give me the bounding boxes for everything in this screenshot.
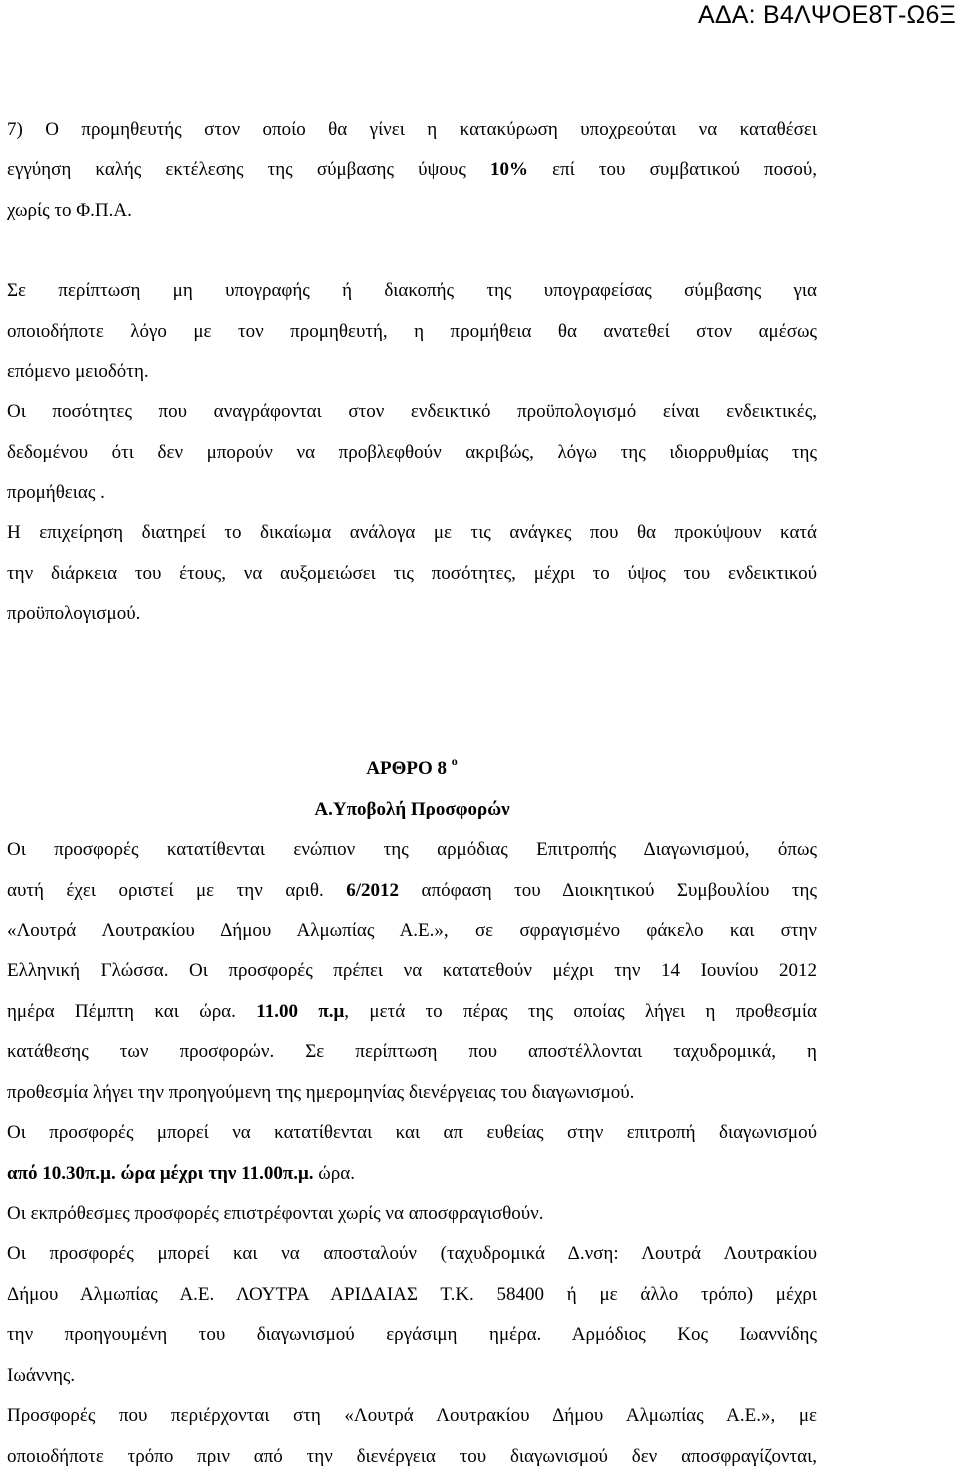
right-line-3: προϋπολογισμού. bbox=[7, 603, 141, 624]
arriving-line-1: Προσφορές που περιέρχονται στη «Λουτρά Λουτρακίου Δήμου Αλμωπίας Α.Ε.», με bbox=[7, 1405, 817, 1426]
p7-line-3: χωρίς το Φ.Π.Α. bbox=[7, 200, 132, 221]
submission-hours: από 10.30π.μ. ώρα μέχρι την 11.00π.μ. bbox=[7, 1163, 314, 1184]
offers-line-3: «Λουτρά Λουτρακίου Δήμου Αλμωπίας Α.Ε.», σε σφραγισμένο φάκελο και στην bbox=[7, 920, 817, 941]
quantities-line-3: προμήθειας . bbox=[7, 482, 105, 503]
p7-line-1: 7) Ο προμηθευτής στον οποίο θα γίνει η κατακύρωση υποχρεούται να καταθέσει bbox=[7, 119, 817, 140]
refusal-line-2: οποιοδήποτε λόγο με τον προμηθευτή, η προμήθεια θα ανατεθεί στον αμέσως bbox=[7, 321, 817, 342]
refusal-line-3: επόμενο μειοδότη. bbox=[7, 361, 149, 382]
offers-line-6: κατάθεσης των προσφορών. Σε περίπτωση που αποστέλλονται ταχυδρομικά, η bbox=[7, 1041, 817, 1062]
article-heading: ΑΡΘΡΟ 8 $^o$ bbox=[366, 754, 458, 779]
article-subheading: Α.Υποβολή Προσφορών bbox=[314, 799, 510, 820]
refusal-line-1: Σε περίπτωση μη υπογραφής ή διακοπής της υπογραφείσας σύμβασης για bbox=[7, 280, 817, 301]
direct-line-1: Οι προσφορές μπορεί να κατατίθενται και απ ευθείας στην επιτροπή διαγωνισμού bbox=[7, 1122, 817, 1143]
p7-line-2: εγγύηση καλής εκτέλεσης της σύμβασης ύψους 10% επί του συμβατικού ποσού, bbox=[7, 159, 817, 180]
offers-line-2: αυτή έχει οριστεί με την αριθ. 6/2012 απόφαση του Διοικητικού Συμβουλίου της bbox=[7, 880, 817, 901]
offers-line-7: προθεσμία λήγει την προηγούμενη της ημερομηνίας διενέργειας του διαγωνισμού. bbox=[7, 1082, 635, 1103]
right-line-1: Η επιχείρηση διατηρεί το δικαίωμα ανάλογα με τις ανάγκες που θα προκύψουν κατά bbox=[7, 522, 817, 543]
offers-line-4: Ελληνική Γλώσσα. Οι προσφορές πρέπει να κατατεθούν μέχρι την 14 Ιουνίου 2012 bbox=[7, 960, 817, 981]
guarantee-percent: 10% bbox=[489, 159, 528, 180]
post-line-3: την προηγουμένη του διαγωνισμού εργάσιμη ημέρα. Αρμόδιος Κος Ιωαννίδης bbox=[7, 1324, 817, 1345]
direct-line-2: από 10.30π.μ. ώρα μέχρι την 11.00π.μ. ώρα. bbox=[7, 1163, 355, 1184]
quantities-line-1: Οι ποσότητες που αναγράφονται στον ενδεικτικό προϋπολογισμό είναι ενδεικτικές, bbox=[7, 401, 817, 422]
deadline-time: 11.00 π.μ bbox=[256, 1001, 345, 1022]
right-line-2: την διάρκεια του έτους, να αυξομειώσει τις ποσότητες, μέχρι το ύψος του ενδεικτικού bbox=[7, 563, 817, 584]
late-offers-line: Οι εκπρόθεσμες προσφορές επιστρέφονται χωρίς να αποσφραγισθούν. bbox=[7, 1203, 544, 1224]
ada-code: ΑΔΑ: Β4ΛΨΟΕ8Τ-Ω6Ξ bbox=[698, 1, 956, 29]
post-line-2: Δήμου Αλμωπίας Α.Ε. ΛΟΥΤΡΑ ΑΡΙΔΑΙΑΣ Τ.Κ. 58400 ή με άλλο τρόπο) μέχρι bbox=[7, 1284, 817, 1305]
arriving-line-2: οποιοδήποτε τρόπο πριν από την διενέργεια του διαγωνισμού δεν αποσφραγίζονται, bbox=[7, 1446, 817, 1467]
quantities-line-2: δεδομένου ότι δεν μπορούν να προβλεφθούν ακριβώς, λόγω της ιδιορρυθμίας της bbox=[7, 442, 817, 463]
offers-line-1: Οι προσφορές κατατίθενται ενώπιον της αρμόδιας Επιτροπής Διαγωνισμού, όπως bbox=[7, 839, 817, 860]
post-line-1: Οι προσφορές μπορεί και να αποσταλούν (ταχυδρομικά Δ.νση: Λουτρά Λουτρακίου bbox=[7, 1243, 817, 1264]
decision-number: 6/2012 bbox=[346, 880, 400, 901]
post-line-4: Ιωάννης. bbox=[7, 1365, 76, 1386]
offers-line-5: ημέρα Πέμπτη και ώρα. 11.00 π.μ, μετά το πέρας της οποίας λήγει η προθεσμία bbox=[7, 1001, 817, 1022]
